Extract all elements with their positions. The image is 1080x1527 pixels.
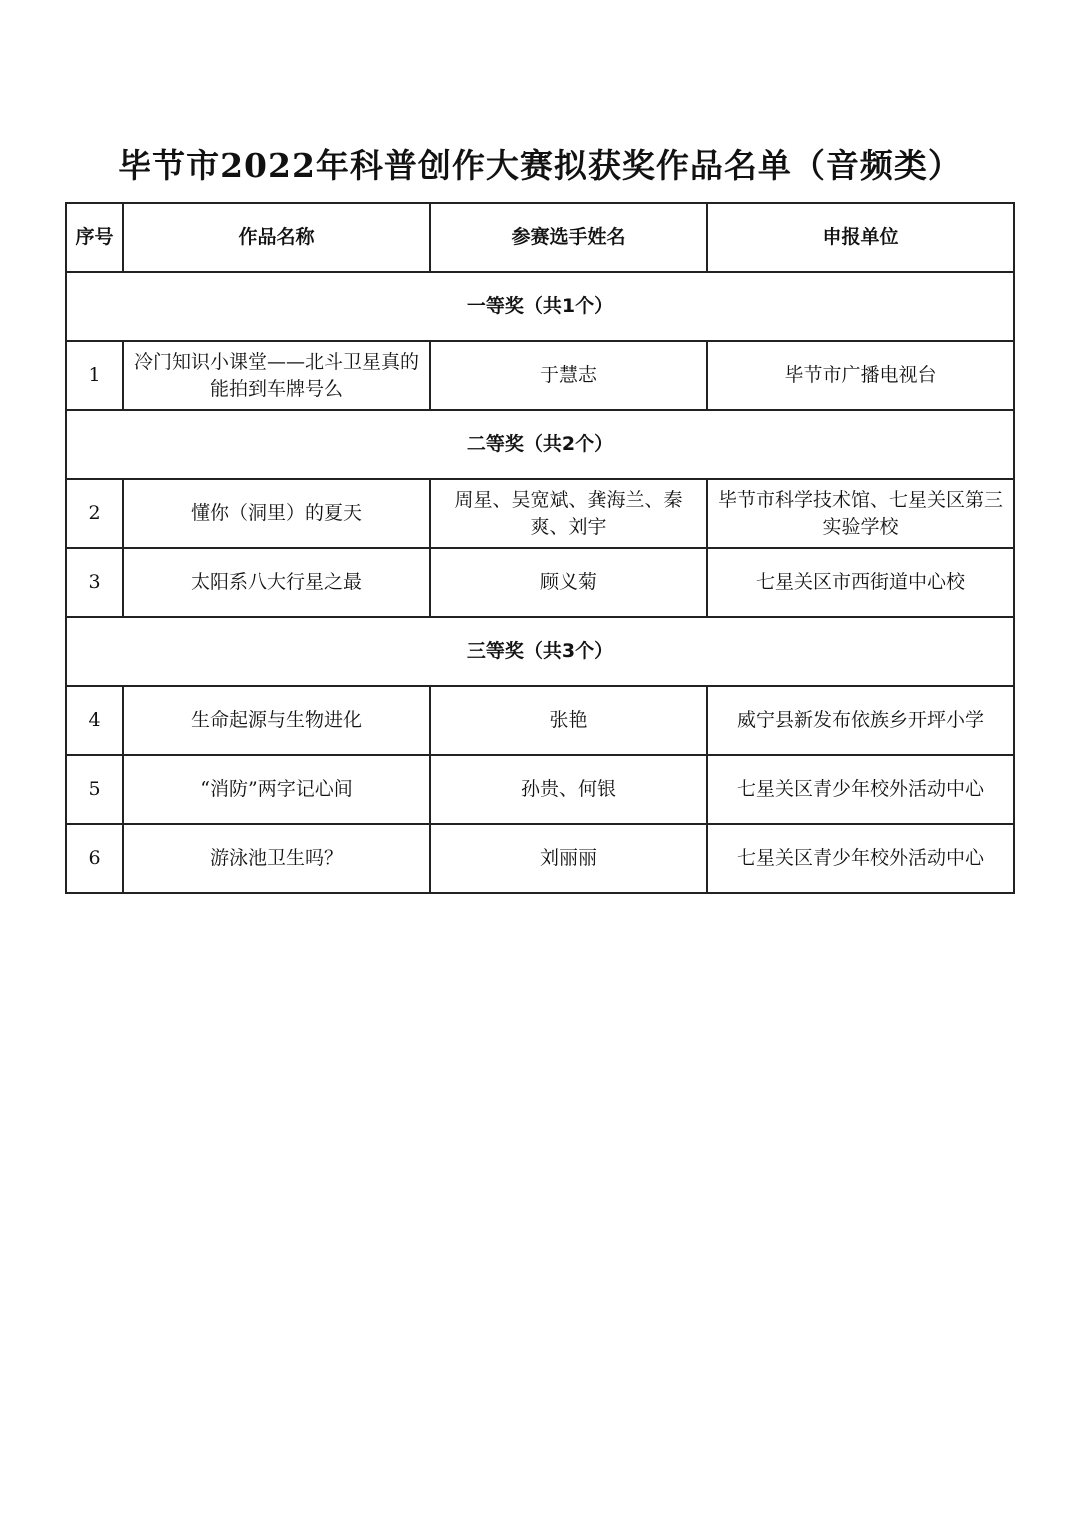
group-row-first-prize (66, 272, 1014, 341)
cell-no: 4 (66, 686, 123, 755)
cell-work: 冷门知识小课堂——北斗卫星真的能拍到车牌号么 (123, 341, 430, 410)
cell-player: 于慧志 (430, 341, 707, 410)
cell-no: 2 (66, 479, 123, 548)
table-header-row (66, 203, 1014, 272)
cell-unit: 威宁县新发布依族乡开坪小学 (707, 686, 1014, 755)
group-row-third-prize (66, 617, 1014, 686)
cell-work: 游泳池卫生吗？ (123, 824, 430, 893)
header-unit: 申报单位 (707, 203, 1014, 272)
table-row (66, 755, 1014, 824)
page-title: 毕节市2022年科普创作大赛拟获奖作品名单（音频类） (118, 146, 962, 185)
cell-work: 太阳系八大行星之最 (123, 548, 430, 617)
cell-unit: 七星关区青少年校外活动中心 (707, 755, 1014, 824)
award-table (65, 202, 1015, 894)
table-row (66, 341, 1014, 410)
cell-no: 1 (66, 341, 123, 410)
group-label: 一等奖（共1个） (66, 272, 1014, 341)
group-row-second-prize (66, 410, 1014, 479)
cell-player: 张艳 (430, 686, 707, 755)
cell-player: 周星、吴宽斌、龚海兰、秦爽、刘宇 (430, 479, 707, 548)
header-work: 作品名称 (123, 203, 430, 272)
cell-work: 懂你（洞里）的夏天 (123, 479, 430, 548)
table-row (66, 548, 1014, 617)
group-label: 三等奖（共3个） (66, 617, 1014, 686)
cell-player: 顾义菊 (430, 548, 707, 617)
cell-no: 5 (66, 755, 123, 824)
cell-work: “消防”两字记心间 (123, 755, 430, 824)
cell-player: 刘丽丽 (430, 824, 707, 893)
cell-unit: 毕节市广播电视台 (707, 341, 1014, 410)
cell-unit: 毕节市科学技术馆、七星关区第三实验学校 (707, 479, 1014, 548)
cell-unit: 七星关区青少年校外活动中心 (707, 824, 1014, 893)
table-row (66, 824, 1014, 893)
header-no: 序号 (66, 203, 123, 272)
table-row (66, 479, 1014, 548)
cell-player: 孙贵、何银 (430, 755, 707, 824)
header-player: 参赛选手姓名 (430, 203, 707, 272)
cell-no: 6 (66, 824, 123, 893)
table-row (66, 686, 1014, 755)
cell-unit: 七星关区市西街道中心校 (707, 548, 1014, 617)
cell-work: 生命起源与生物进化 (123, 686, 430, 755)
cell-no: 3 (66, 548, 123, 617)
group-label: 二等奖（共2个） (66, 410, 1014, 479)
